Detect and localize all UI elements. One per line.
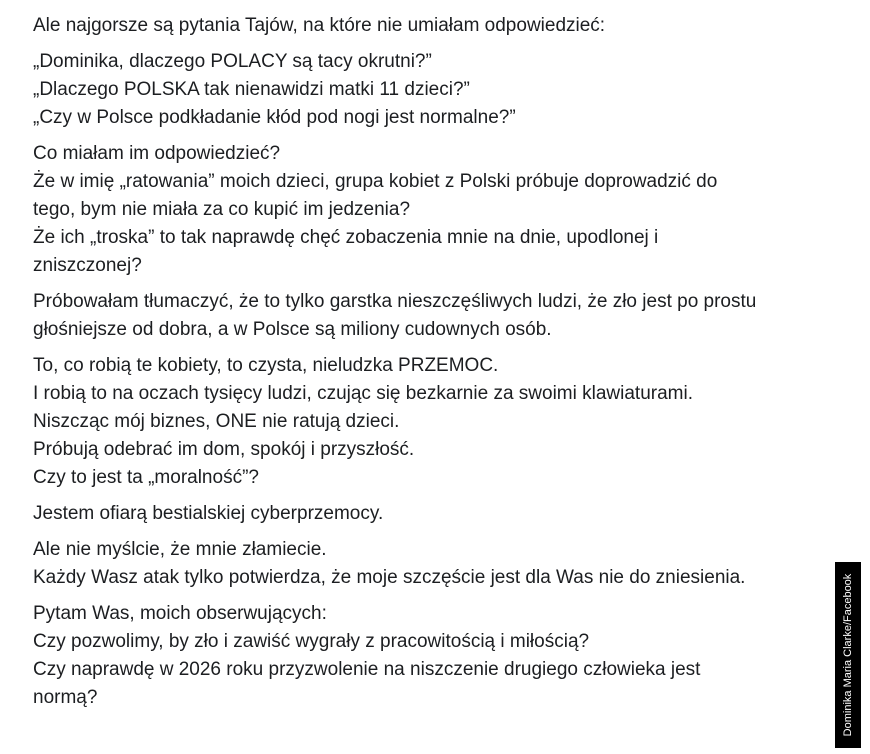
- post-text: [33, 12, 833, 720]
- text-line: Czy to jest ta „moralność”?: [33, 467, 259, 488]
- text-line: Czy pozwolimy, by zło i zawiść wygrały z pracowitością i miłością?: [33, 631, 590, 652]
- text-line: Każdy Wasz atak tylko potwierdza, że moje szczęście jest dla Was nie do zniesienia.: [33, 567, 746, 588]
- text-line: głośniejsze od dobra, a w Polsce są miliony cudownych osób.: [33, 319, 552, 340]
- text-line: Niszcząc mój biznes, ONE nie ratują dzieci.: [33, 411, 400, 432]
- paragraph: [33, 600, 833, 712]
- text-line: Ale nie myślcie, że mnie złamiecie.: [33, 539, 327, 560]
- paragraph: [33, 140, 833, 280]
- photo-credit: [835, 562, 861, 748]
- paragraph: [33, 288, 833, 344]
- text-line: Czy naprawdę w 2026 roku przyzwolenie na niszczenie drugiego człowieka jest: [33, 659, 701, 680]
- text-line: „Dlaczego POLSKA tak nienawidzi matki 11 dzieci?”: [33, 79, 470, 100]
- text-line: Że w imię „ratowania” moich dzieci, grupa kobiet z Polski próbuje doprowadzić do: [33, 171, 718, 192]
- text-line: Co miałam im odpowiedzieć?: [33, 143, 281, 164]
- paragraph: [33, 536, 833, 592]
- text-line: Próbowałam tłumaczyć, że to tylko garstka nieszczęśliwych ludzi, że zło jest po prostu: [33, 291, 757, 312]
- text-line: Próbują odebrać im dom, spokój i przyszłość.: [33, 439, 415, 460]
- paragraph: [33, 48, 833, 132]
- paragraph: [33, 500, 833, 528]
- text-line: I robią to na oczach tysięcy ludzi, czując się bezkarnie za swoimi klawiaturami.: [33, 383, 693, 404]
- text-line: „Dominika, dlaczego POLACY są tacy okrutni?”: [33, 51, 432, 72]
- photo-credit-label: Dominika Maria Clarke/Facebook: [842, 573, 854, 737]
- text-line: Jestem ofiarą bestialskiej cyberprzemocy.: [33, 503, 384, 524]
- paragraph: [33, 352, 833, 492]
- text-line: Ale najgorsze są pytania Tajów, na które nie umiałam odpowiedzieć:: [33, 15, 606, 36]
- paragraph: [33, 12, 833, 40]
- text-line: tego, bym nie miała za co kupić im jedzenia?: [33, 199, 411, 220]
- text-line: To, co robią te kobiety, to czysta, nieludzka PRZEMOC.: [33, 355, 499, 376]
- text-line: normą?: [33, 687, 98, 708]
- text-line: zniszczonej?: [33, 255, 142, 276]
- text-line: „Czy w Polsce podkładanie kłód pod nogi jest normalne?”: [33, 107, 516, 128]
- text-line: Pytam Was, moich obserwujących:: [33, 603, 327, 624]
- text-line: Że ich „troska” to tak naprawdę chęć zobaczenia mnie na dnie, upodlonej i: [33, 227, 659, 248]
